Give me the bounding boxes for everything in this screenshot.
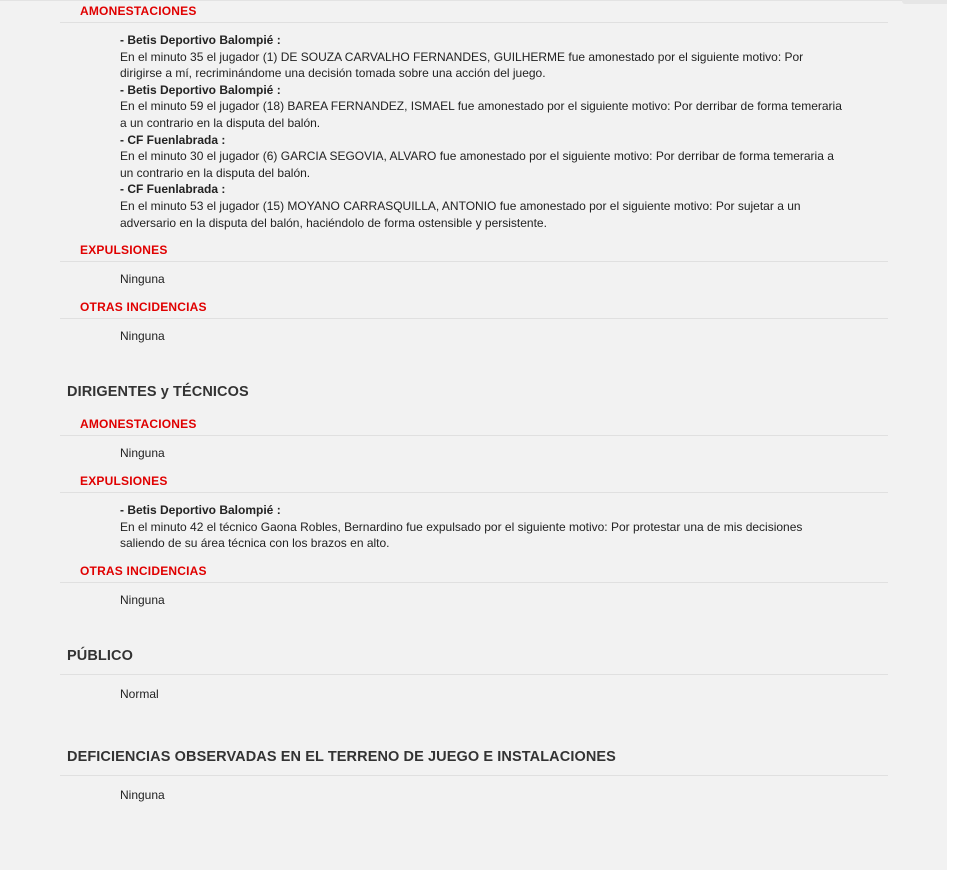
entry-team: - CF Fuenlabrada : [120, 132, 226, 147]
caution-entry [120, 181, 842, 231]
entry-text: En el minuto 53 el jugador (15) MOYANO CARRASQUILLA, ANTONIO fue amonestado por el siguiente motivo: Por sujetar a un adversario en la disputa del balón, haciéndolo de forma ostensible y persistente. [120, 198, 801, 230]
officials-dismissals-block [60, 470, 888, 560]
officials-cautions-block [60, 413, 888, 470]
officials-section-title: DIRIGENTES y TÉCNICOS [67, 384, 249, 401]
public-section [60, 646, 888, 714]
officials-dismissals-title: EXPULSIONES [60, 470, 888, 493]
facilities-section [60, 747, 888, 815]
officials-other-incidents-block [60, 560, 888, 617]
players-dismissals-block [60, 239, 888, 296]
players-cautions-title: AMONESTACIONES [60, 0, 888, 23]
officials-cautions-value: Ninguna [120, 446, 165, 461]
facilities-section-title: DEFICIENCIAS OBSERVADAS EN EL TERRENO DE JUEGO E INSTALACIONES [67, 749, 616, 766]
scrollbar-stub[interactable] [902, 0, 947, 4]
entry-text: En el minuto 35 el jugador (1) DE SOUZA CARVALHO FERNANDES, GUILHERME fue amonestado por el siguiente motivo: Por dirigirse a mí, recriminándome una decisión tomada sobre una acción del juego. [120, 49, 804, 81]
report-content [60, 0, 888, 815]
caution-entry [120, 82, 842, 132]
players-dismissals-title: EXPULSIONES [60, 239, 888, 262]
officials-cautions-title: AMONESTACIONES [60, 413, 888, 436]
facilities-value: Ninguna [60, 775, 888, 815]
officials-other-incidents-title: OTRAS INCIDENCIAS [60, 560, 888, 583]
caution-entry [120, 132, 842, 182]
entry-team: - Betis Deportivo Balompié : [120, 33, 281, 47]
entry-text: En el minuto 42 el técnico Gaona Robles, Bernardino fue expulsado por el siguiente motivo: Por protestar una de mis decisiones saliendo de su área técnica con los brazos en alto. [120, 519, 803, 551]
caution-entry [120, 32, 842, 82]
entry-text: En el minuto 30 el jugador (6) GARCIA SEGOVIA, ALVARO fue amonestado por el siguiente motivo: Por derribar de forma temeraria a un contrario en la disputa del balón. [120, 149, 834, 180]
players-dismissals-value: Ninguna [120, 272, 165, 287]
players-other-incidents-value: Ninguna [120, 328, 165, 343]
public-section-title: PÚBLICO [67, 648, 133, 665]
entry-team: - Betis Deportivo Balompié : [120, 82, 281, 97]
entry-team: - CF Fuenlabrada : [120, 182, 226, 197]
entry-team: - Betis Deportivo Balompié : [120, 502, 281, 517]
officials-dismissals-list [60, 493, 842, 560]
players-other-incidents-title: OTRAS INCIDENCIAS [60, 296, 888, 319]
entry-text: En el minuto 59 el jugador (18) BAREA FERNANDEZ, ISMAEL fue amonestado por el siguiente motivo: Por derribar de forma temeraria a un contrario en la disputa del balón. [120, 99, 842, 130]
public-value: Normal [60, 674, 888, 714]
players-cautions-list [60, 23, 842, 239]
players-cautions-block [60, 0, 888, 239]
officials-other-incidents-value: Ninguna [120, 592, 165, 607]
officials-section [60, 382, 888, 616]
players-other-incidents-block [60, 296, 888, 353]
dismissal-entry [120, 502, 842, 552]
